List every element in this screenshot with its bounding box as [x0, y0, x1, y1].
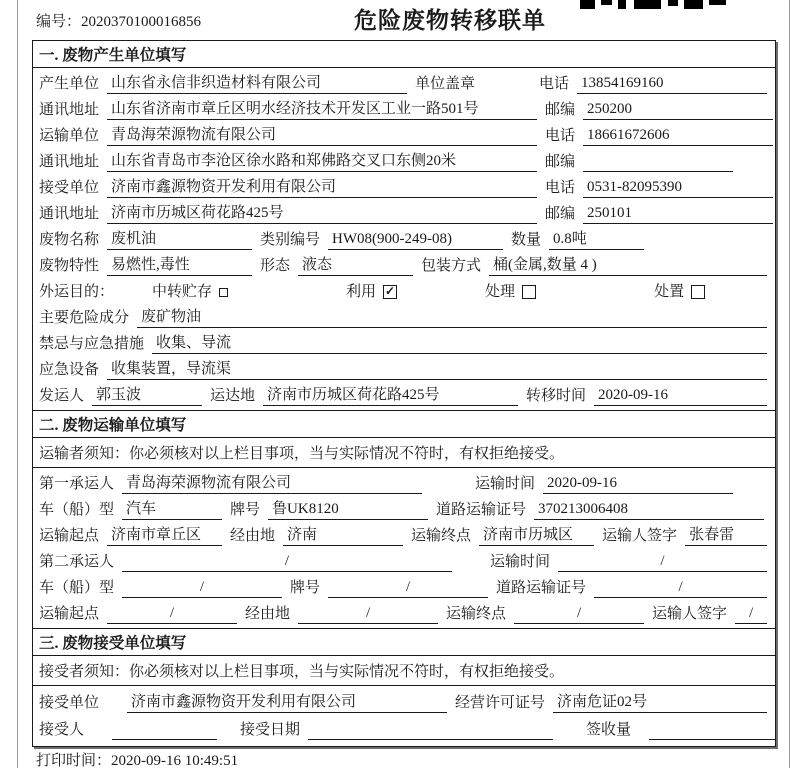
field-label: 处理	[485, 284, 516, 300]
print-time	[36, 749, 238, 770]
receiver-address-value[interactable]: 济南市历城区荷花路425号	[107, 203, 537, 224]
form-row	[33, 174, 775, 200]
generator-phone-value[interactable]: 13854169160	[577, 73, 767, 94]
purpose-reuse-checkbox[interactable]: ✓	[385, 284, 396, 298]
generator-name-value[interactable]: 山东省永信非织造材料有限公司	[107, 73, 407, 94]
field-label: 电话	[538, 76, 569, 92]
field-label: 接受单位	[39, 695, 100, 711]
form-row	[33, 382, 775, 408]
print-time-value: 2020-09-16 10:49:51	[111, 753, 239, 769]
field-label: 废物名称	[39, 232, 100, 248]
packing-method-value[interactable]: 桶(金属,数量 4 )	[489, 255, 767, 276]
field-label: 道路运输证号	[436, 502, 527, 518]
spacer	[217, 739, 232, 740]
field-label: 车（船）型	[39, 502, 115, 518]
carrier1-name-value[interactable]: 青岛海荣源物流有限公司	[122, 473, 422, 494]
section-transporter-body	[33, 468, 775, 628]
field-label: 形态	[260, 258, 291, 274]
field-label: 接受人	[39, 722, 85, 738]
receiver-notice: 接受者须知：你必须核对以上栏目事项，当与实际情况不符时，有权拒绝接受。	[33, 656, 775, 686]
form-row	[33, 356, 775, 382]
transport1-date-value[interactable]: 2020-09-16	[543, 473, 733, 494]
road-permit1-value[interactable]: 370213006408	[534, 499, 764, 520]
section-receiver	[33, 629, 775, 747]
field-label: 邮编	[545, 206, 576, 222]
transport2-date-value[interactable]: /	[558, 551, 767, 572]
receiver-name-value[interactable]: 济南市鑫源物资开发利用有限公司	[107, 177, 537, 198]
spacer	[99, 712, 119, 713]
field-label: 利用	[346, 284, 377, 300]
doc-number	[36, 10, 201, 31]
qr-code-fragment-icon	[580, 0, 726, 9]
form-row	[33, 70, 775, 96]
transporter-address-value[interactable]: 山东省青岛市李沧区徐水路和郑佛路交叉口东侧20米	[107, 151, 537, 172]
spacer	[705, 301, 767, 302]
field-label: 运输终点	[411, 528, 472, 544]
field-label: 运输起点	[39, 528, 100, 544]
field-label: 处置	[654, 284, 685, 300]
vehicle2-plate-value[interactable]: /	[328, 577, 488, 598]
spacer	[452, 571, 482, 572]
receive-date-value[interactable]	[308, 719, 553, 740]
field-label: 运输人签字	[602, 528, 678, 544]
waste-characteristics-value[interactable]: 易燃性,毒性	[107, 255, 252, 276]
form-row	[33, 252, 775, 278]
form-row	[33, 470, 775, 496]
vehicle2-type-value[interactable]: /	[122, 577, 282, 598]
field-label: 通讯地址	[39, 206, 100, 222]
field-label: 第一承运人	[39, 476, 115, 492]
hazardous-components-value[interactable]: 废矿物油	[137, 307, 767, 328]
form-row	[33, 742, 775, 747]
endpoint1-value[interactable]: 济南市历城区	[479, 525, 594, 546]
field-label: 电话	[545, 128, 576, 144]
destination-value[interactable]: 济南市历城区荷花路425号	[263, 385, 518, 406]
section-generator-body	[33, 68, 775, 410]
field-label: 类别编号	[260, 232, 321, 248]
field-label: 道路运输证号	[496, 580, 587, 596]
waste-quantity-value[interactable]: 0.8吨	[549, 229, 644, 250]
field-label: 接受日期	[240, 722, 301, 738]
section-transporter	[33, 411, 775, 629]
generator-postcode-value[interactable]: 250200	[583, 99, 773, 120]
receiving-unit-value[interactable]: 济南市鑫源物资开发利用有限公司	[127, 692, 447, 713]
carrier2-signature-value[interactable]: /	[735, 603, 767, 624]
waste-form-value[interactable]: 液态	[298, 255, 413, 276]
doc-number-label: 编号：	[36, 14, 82, 30]
form-row	[33, 148, 775, 174]
form-row	[33, 548, 775, 574]
via2-value[interactable]: /	[298, 603, 438, 624]
field-label: 运输起点	[39, 606, 100, 622]
section-generator-title: 一. 废物产生单位填写	[33, 41, 775, 68]
field-label: 运输人签字	[652, 606, 728, 622]
section-generator	[33, 41, 775, 411]
form-row	[33, 304, 775, 330]
page-edge-left	[17, 0, 18, 768]
form-row	[33, 278, 775, 304]
purpose-treatment-checkbox[interactable]	[522, 285, 536, 299]
field-label: 签收量	[586, 722, 632, 738]
field-label: 经由地	[245, 606, 291, 622]
form-row	[33, 574, 775, 600]
road-permit2-value[interactable]: /	[594, 577, 767, 598]
spacer	[397, 301, 477, 302]
field-label: 废物特性	[39, 258, 100, 274]
field-label: 运输时间	[490, 554, 551, 570]
spacer	[114, 301, 144, 302]
field-label: 牌号	[290, 580, 321, 596]
field-label: 经由地	[230, 528, 276, 544]
field-label: 运达地	[210, 388, 256, 404]
field-label: 运输单位	[39, 128, 100, 144]
receiver-person-value[interactable]	[112, 719, 217, 740]
generator-address-value[interactable]: 山东省济南市章丘区明水经济技术开发区工业一路501号	[107, 99, 537, 120]
section-receiver-title: 三. 废物接受单位填写	[33, 629, 775, 656]
field-label: 第二承运人	[39, 554, 115, 570]
spacer	[644, 249, 767, 250]
emergency-equipment-value[interactable]: 收集装置，导流渠	[107, 359, 767, 380]
field-label: 电话	[545, 180, 576, 196]
field-label: 转移时间	[526, 388, 587, 404]
receiver-postcode-value[interactable]: 250101	[583, 203, 773, 224]
spacer	[631, 739, 641, 740]
field-label: 外运目的：	[39, 284, 115, 300]
transporter-name-value[interactable]: 青岛海荣源物流有限公司	[107, 125, 537, 146]
field-label: 车（船）型	[39, 580, 115, 596]
carrier1-signature-value[interactable]: 张春雷	[685, 525, 767, 546]
purpose-disposal-checkbox[interactable]	[691, 285, 705, 299]
form-row	[33, 122, 775, 148]
print-time-label: 打印时间：	[36, 753, 112, 769]
manifest-form-table	[32, 40, 776, 747]
field-label: 运输时间	[475, 476, 536, 492]
page-edge-right	[789, 0, 790, 768]
carrier2-name-value[interactable]: /	[122, 551, 452, 572]
transporter-notice: 运输者须知：你必须核对以上栏目事项，当与实际情况不符时，有权拒绝接受。	[33, 438, 775, 468]
section-transporter-title: 二. 废物运输单位填写	[33, 411, 775, 438]
transfer-date-value[interactable]: 2020-09-16	[594, 385, 767, 406]
field-label: 发运人	[39, 388, 85, 404]
received-quantity-value[interactable]	[649, 719, 776, 740]
field-label: 经营许可证号	[455, 695, 546, 711]
license-no-value[interactable]: 济南危证02号	[553, 692, 767, 713]
transporter-phone-value[interactable]: 18661672606	[583, 125, 773, 146]
page-title: 危险废物转移联单	[354, 8, 546, 33]
purpose-transfer-storage-checkbox[interactable]	[219, 288, 228, 297]
field-label: 牌号	[230, 502, 261, 518]
field-label: 邮编	[545, 102, 576, 118]
origin2-value[interactable]: /	[107, 603, 237, 624]
origin1-value[interactable]: 济南市章丘区	[107, 525, 222, 546]
form-row	[33, 96, 775, 122]
form-row	[33, 522, 775, 548]
endpoint2-value[interactable]: /	[514, 603, 644, 624]
spacer	[536, 301, 646, 302]
vehicle1-plate-value[interactable]: 鲁UK8120	[268, 499, 428, 520]
transporter-postcode-value[interactable]	[583, 151, 733, 172]
doc-number-value: 2020370100016856	[81, 14, 202, 30]
form-row	[33, 496, 775, 522]
spacer	[764, 519, 767, 520]
receiver-phone-value[interactable]: 0531-82095390	[583, 177, 773, 198]
form-row	[33, 600, 775, 626]
spacer	[733, 171, 776, 172]
field-label: 产生单位	[39, 76, 100, 92]
field-label: 禁忌与应急措施	[39, 336, 145, 352]
field-label: 邮编	[545, 154, 576, 170]
waste-code-value[interactable]: HW08(900-249-08)	[328, 229, 503, 250]
spacer	[422, 493, 467, 494]
emergency-measures-value[interactable]: 收集、导流	[152, 333, 767, 354]
section-receiver-body	[33, 686, 775, 747]
vehicle1-type-value[interactable]: 汽车	[122, 499, 222, 520]
spacer	[733, 493, 767, 494]
field-label: 通讯地址	[39, 102, 100, 118]
field-label: 单位盖章	[415, 76, 476, 92]
field-label: 应急设备	[39, 362, 100, 378]
spacer	[228, 301, 338, 302]
form-row	[33, 226, 775, 252]
form-row	[33, 688, 775, 715]
field-label: 数量	[511, 232, 542, 248]
consignor-name-value[interactable]: 郭玉波	[92, 385, 202, 406]
via1-value[interactable]: 济南	[283, 525, 403, 546]
form-row	[33, 715, 775, 742]
spacer	[475, 93, 531, 94]
field-label: 运输终点	[446, 606, 507, 622]
spacer	[553, 739, 578, 740]
spacer	[84, 739, 104, 740]
waste-name-value[interactable]: 废机油	[107, 229, 252, 250]
field-label: 通讯地址	[39, 154, 100, 170]
field-label: 主要危险成分	[39, 310, 130, 326]
form-row	[33, 330, 775, 356]
field-label: 接受单位	[39, 180, 100, 196]
field-label: 包装方式	[421, 258, 482, 274]
form-row	[33, 200, 775, 226]
field-label: 中转贮存	[152, 284, 213, 300]
